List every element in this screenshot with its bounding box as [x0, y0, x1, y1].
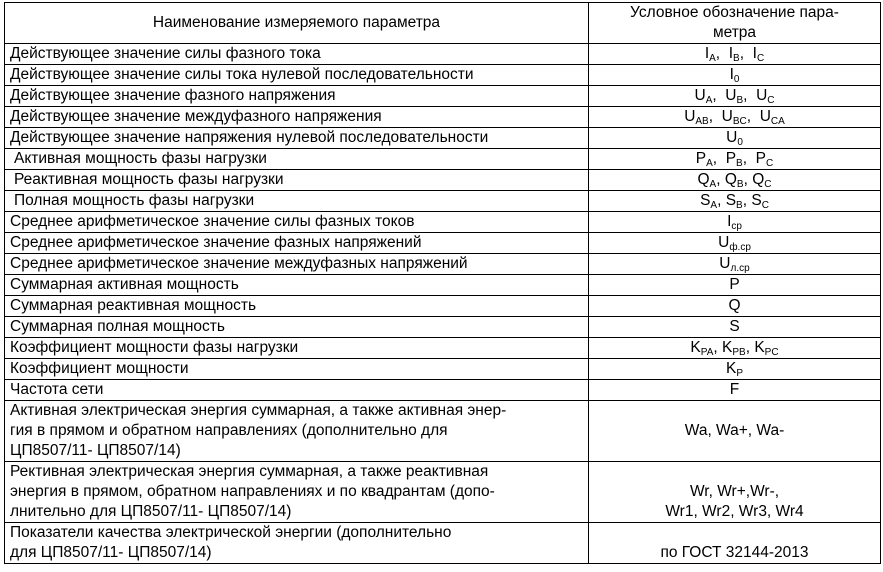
- symbol-base: P: [755, 150, 766, 167]
- param-symbol: [589, 191, 881, 212]
- param-name: Полная мощность фазы нагрузки: [5, 191, 589, 212]
- table-row: [5, 107, 881, 128]
- symbol-separator: ,: [743, 171, 753, 188]
- symbol-base: S: [751, 192, 762, 209]
- symbol-subscript: A: [705, 95, 713, 106]
- symbol-subscript: B: [736, 158, 743, 169]
- symbol-subscript: ср: [731, 221, 742, 232]
- symbol-subscript: PB: [732, 347, 746, 358]
- symbol-base: U: [726, 129, 738, 146]
- symbol-base: K: [754, 339, 765, 356]
- param-symbol: [589, 128, 881, 149]
- symbol-subscript: B: [733, 53, 740, 64]
- param-name-line: лнительно для ЦП8507/11- ЦП8507/14): [10, 503, 292, 520]
- param-name-line: Рективная электрическая энергия суммарная, а также реактивная: [10, 463, 489, 480]
- symbol-separator: ,: [715, 45, 729, 62]
- param-name-line: для ЦП8507/11- ЦП8507/14): [10, 544, 212, 561]
- symbol-separator: ,: [742, 192, 752, 209]
- param-symbol: [589, 107, 881, 128]
- param-symbol-line: Wr, Wr+,Wr-,: [689, 483, 780, 500]
- param-name: Реактивная мощность фазы нагрузки: [5, 170, 589, 191]
- param-name-line: ЦП8507/11- ЦП8507/14): [10, 442, 181, 459]
- table-row: [5, 128, 881, 149]
- header-symbol-line2: метра: [712, 24, 757, 41]
- table-row: [5, 170, 881, 191]
- param-name: Действующее значение междуфазного напряжения: [5, 107, 589, 128]
- param-name: Действующее значение фазного напряжения: [5, 86, 589, 107]
- symbol-subscript: ф.ср: [729, 242, 751, 253]
- param-symbol: [589, 296, 881, 317]
- parameters-table: [4, 2, 881, 564]
- table-row: [5, 191, 881, 212]
- symbol-base: U: [694, 87, 706, 104]
- symbol-subscript: A: [709, 179, 717, 190]
- table-row-power-quality: [5, 523, 881, 564]
- symbol-base: U: [756, 87, 768, 104]
- symbol-base: I: [727, 213, 732, 230]
- param-symbol: [589, 380, 881, 401]
- param-name: Суммарная активная мощность: [5, 275, 589, 296]
- param-symbol: [589, 523, 881, 564]
- symbol-subscript: C: [765, 158, 774, 169]
- param-symbol: [589, 275, 881, 296]
- symbol-base: I: [728, 45, 734, 62]
- symbol-separator: ,: [742, 150, 756, 167]
- table-header-row: [5, 3, 881, 44]
- symbol-subscript: л.ср: [730, 263, 750, 274]
- symbol-base: U: [719, 255, 731, 272]
- symbol-base: Q: [728, 297, 741, 314]
- param-symbol-line: Wr1, Wr2, Wr3, Wr4: [665, 503, 804, 520]
- symbol-base: Q: [724, 171, 737, 188]
- header-param-name: Наименование измеряемого параметра: [5, 3, 589, 44]
- param-name-line: гия в прямом и обратном направлениях (дополнительно для: [10, 422, 448, 439]
- param-symbol: [589, 462, 881, 523]
- symbol-separator: ,: [746, 108, 760, 125]
- param-name: Активная мощность фазы нагрузки: [5, 149, 589, 170]
- symbol-base: I: [729, 66, 734, 83]
- param-name: Среднее арифметическое значение фазных напряжений: [5, 233, 589, 254]
- symbol-subscript: P: [736, 368, 743, 379]
- symbol-subscript: A: [709, 53, 716, 64]
- symbol-subscript: B: [736, 179, 744, 190]
- symbol-separator: ,: [745, 339, 755, 356]
- table-row: [5, 380, 881, 401]
- symbol-subscript: PC: [764, 347, 779, 358]
- param-name: Действующее значение силы тока нулевой последовательности: [5, 65, 589, 86]
- param-symbol: [589, 359, 881, 380]
- table-row: [5, 296, 881, 317]
- symbol-base: P: [695, 150, 707, 167]
- param-symbol: [589, 65, 881, 86]
- param-symbol-line: Wa, Wa+, Wa-: [684, 422, 785, 439]
- table-row: [5, 233, 881, 254]
- header-symbol-line1: Условное обозначение пара-: [630, 4, 839, 21]
- symbol-subscript: B: [736, 200, 743, 211]
- symbol-base: S: [729, 318, 740, 335]
- symbol-separator: ,: [712, 87, 726, 104]
- param-symbol: [589, 149, 881, 170]
- header-symbol: [589, 3, 881, 44]
- param-name-line: Показатели качества электрической энергии (дополнительно: [10, 524, 452, 541]
- param-name: Частота сети: [5, 380, 589, 401]
- param-symbol: [589, 254, 881, 275]
- symbol-base: U: [721, 108, 733, 125]
- param-name: Суммарная полная мощность: [5, 317, 589, 338]
- param-symbol: [589, 401, 881, 462]
- symbol-subscript: BC: [732, 116, 747, 127]
- table-row-energy-reactive: [5, 462, 881, 523]
- symbol-base: S: [700, 192, 711, 209]
- symbol-subscript: AB: [695, 116, 709, 127]
- symbol-base: U: [684, 108, 696, 125]
- param-name-line: энергия в прямом, обратном направлениях и по квадрантам (допо-: [10, 483, 495, 500]
- param-symbol: [589, 86, 881, 107]
- symbol-base: F: [729, 381, 740, 398]
- symbol-subscript: C: [767, 95, 775, 106]
- param-name: Суммарная реактивная мощность: [5, 296, 589, 317]
- table-row: [5, 212, 881, 233]
- symbol-base: I: [752, 45, 757, 62]
- symbol-subscript: CA: [770, 116, 785, 127]
- param-name: [5, 462, 589, 523]
- param-name: [5, 523, 589, 564]
- symbol-base: K: [722, 339, 733, 356]
- symbol-base: K: [725, 360, 737, 377]
- table-row-energy-active: [5, 401, 881, 462]
- table-row: [5, 86, 881, 107]
- table-row: [5, 149, 881, 170]
- symbol-base: P: [729, 276, 740, 293]
- symbol-separator: ,: [716, 171, 725, 188]
- symbol-subscript: A: [710, 200, 718, 211]
- symbol-subscript: 0: [737, 137, 743, 148]
- param-symbol: [589, 44, 881, 65]
- param-name: Действующее значение силы фазного тока: [5, 44, 589, 65]
- symbol-base: U: [759, 108, 771, 125]
- symbol-subscript: C: [756, 53, 765, 64]
- symbol-subscript: C: [764, 179, 772, 190]
- symbol-base: S: [725, 192, 737, 209]
- param-name: Коэффициент мощности фазы нагрузки: [5, 338, 589, 359]
- symbol-subscript: B: [736, 95, 744, 106]
- symbol-separator: ,: [717, 192, 726, 209]
- param-name: Коэффициент мощности: [5, 359, 589, 380]
- table-row: [5, 338, 881, 359]
- symbol-base: Q: [697, 171, 710, 188]
- param-name: Среднее арифметическое значение силы фазных токов: [5, 212, 589, 233]
- param-name: Действующее значение напряжения нулевой последовательности: [5, 128, 589, 149]
- param-symbol-line: по ГОСТ 32144-2013: [660, 544, 809, 561]
- param-symbol: [589, 170, 881, 191]
- symbol-base: Q: [752, 171, 765, 188]
- symbol-separator: ,: [743, 87, 757, 104]
- table-row: [5, 65, 881, 86]
- symbol-separator: ,: [708, 108, 722, 125]
- symbol-base: K: [690, 339, 701, 356]
- table-row: [5, 275, 881, 296]
- table-row: [5, 254, 881, 275]
- param-symbol: [589, 317, 881, 338]
- symbol-separator: ,: [713, 339, 722, 356]
- table-row: [5, 44, 881, 65]
- symbol-subscript: C: [761, 200, 769, 211]
- symbol-subscript: PA: [700, 347, 714, 358]
- symbol-subscript: A: [706, 158, 713, 169]
- param-name: [5, 401, 589, 462]
- param-symbol: [589, 212, 881, 233]
- param-symbol: [589, 338, 881, 359]
- symbol-separator: ,: [739, 45, 753, 62]
- symbol-separator: ,: [712, 150, 726, 167]
- symbol-base: P: [725, 150, 737, 167]
- table-row: [5, 317, 881, 338]
- symbol-base: U: [725, 87, 737, 104]
- param-symbol: [589, 233, 881, 254]
- param-name-line: Активная электрическая энергия суммарная, а также активная энер-: [10, 402, 507, 419]
- symbol-base: U: [718, 234, 730, 251]
- table-row: [5, 359, 881, 380]
- symbol-subscript: 0: [733, 74, 740, 85]
- symbol-base: I: [704, 45, 710, 62]
- param-name: Среднее арифметическое значение междуфазных напряжений: [5, 254, 589, 275]
